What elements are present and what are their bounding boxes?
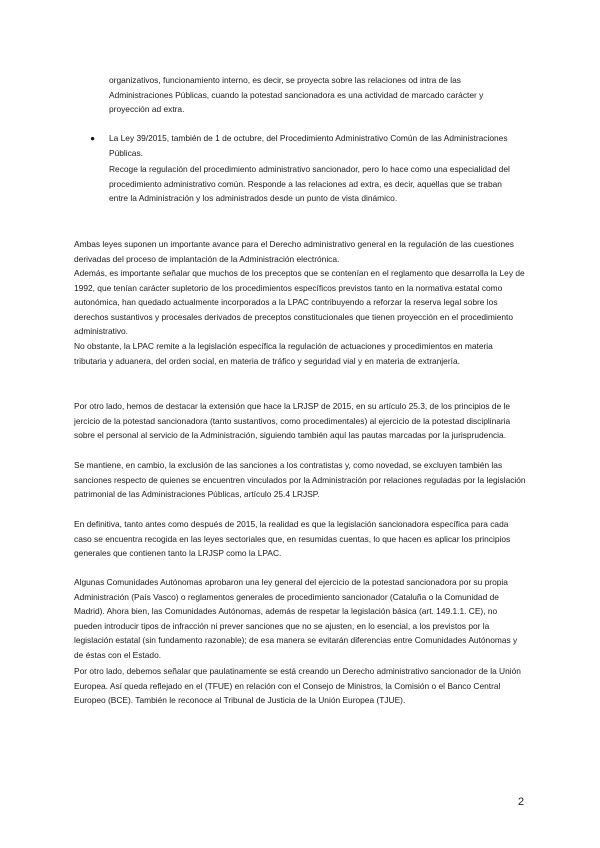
continuation-paragraph: organizativos, funcionamiento interno, es decir, se proyecta sobre las relaciones od intra de las Administraciones Públicas, cuando la potestad sancionadora es una actividad de marcado carácter y proyección ad extra. bbox=[109, 75, 484, 115]
paragraph-2: Además, es importante señalar que muchos de los preceptos que se contenían en el reglamento que desarrolla la Ley de 1992, que tenían carácter supletorio de los procedimientos específicos previstos tanto en la normativa estatal como autonómica, han quedado actualmente incorporados a la LPAC contribuyendo a reforzar la reserva legal sobre los derechos sustantivos y procesales derivados de preceptos constitucionales que tienen proyección en el procedimiento administrativo. bbox=[74, 268, 525, 337]
page-number: 2 bbox=[518, 796, 525, 808]
paragraph-3: No obstante, la LPAC remite a la legislación específica la regulación de actuaciones y procedimientos en materia tributaria y aduanera, del orden social, en materia de tráfico y seguridad vial y en materia de extranjería. bbox=[74, 341, 493, 366]
paragraph-6: En definitiva, tanto antes como después de 2015, la realidad es que la legislación sancionadora específica para cada caso se encuentra recogida en las leyes sectoriales que, en resumidas cuentas, lo que hacen es aplicar los principios generales que contienen tanto la LRJSP como la LPAC. bbox=[74, 519, 511, 559]
bullet-title: La Ley 39/2015, también de 1 de octubre, del Procedimiento Administrativo Común de las Administraciones Públicas. bbox=[109, 133, 508, 158]
paragraph-1: Ambas leyes suponen un importante avance para el Derecho administrativo general en la regulación de las cuestiones derivadas del proceso de implantación de la Administración electrónica. bbox=[74, 239, 514, 264]
paragraph-7: Algunas Comunidades Autónomas aprobaron una ley general del ejercicio de la potestad sancionadora por su propia Administración (País Vasco) o reglamentos generales de procedimiento sancionador (Cataluña o la Comunidad de Madrid). Ahora bien, las Comunidades Autónomas, además de respetar la legislación básica (art. 149.1.1. CE), no pueden introducir tipos de infracción ni prever sanciones que no se ajusten, en lo esencial, a los previstos por la legislación estatal (sin fundamento razonable); de esa manera se evitarán diferencias entre Comunidades Autónomas y de éstas con el Estado. bbox=[74, 577, 518, 660]
paragraph-5: Se mantiene, en cambio, la exclusión de las sanciones a los contratistas y, como novedad, se excluyen también las sanciones respecto de quienes se encuentren vinculados por la Administración por relaciones reguladas por la legislación patrimonial de las Administraciones Públicas, artículo 25.4 LRJSP. bbox=[74, 460, 526, 500]
bullet-marker: ● bbox=[90, 133, 96, 143]
bullet-body: Recoge la regulación del procedimiento administrativo sancionador, pero lo hace como una especialidad del procedimiento administrativo común. Responde a las relaciones ad extra, es decir, aquellas que se traban entre la Administración y los administrados desde un punto de vista dinámico. bbox=[109, 164, 510, 204]
paragraph-8: Por otro lado, debemos señalar que paulatinamente se está creando un Derecho administrativo sancionador de la Unión Europea. Así queda reflejado en el (TFUE) en relación con el Consejo de Ministros, la Comisión o el Banco Central Europeo (BCE). También le reconoce al Tribunal de Justicia de la Unión Europea (TJUE). bbox=[74, 666, 521, 706]
paragraph-4: Por otro lado, hemos de destacar la extensión que hace la LRJSP de 2015, en su artículo 25.3, de los principios de le jercicio de la potestad sancionadora (tanto sustantivos, como procedimentales) al ejercicio de la potestad disciplinaria sobre el personal al servicio de la Administración, siguiendo también aquí las pautas marcadas por la jurisprudencia. bbox=[74, 401, 511, 441]
